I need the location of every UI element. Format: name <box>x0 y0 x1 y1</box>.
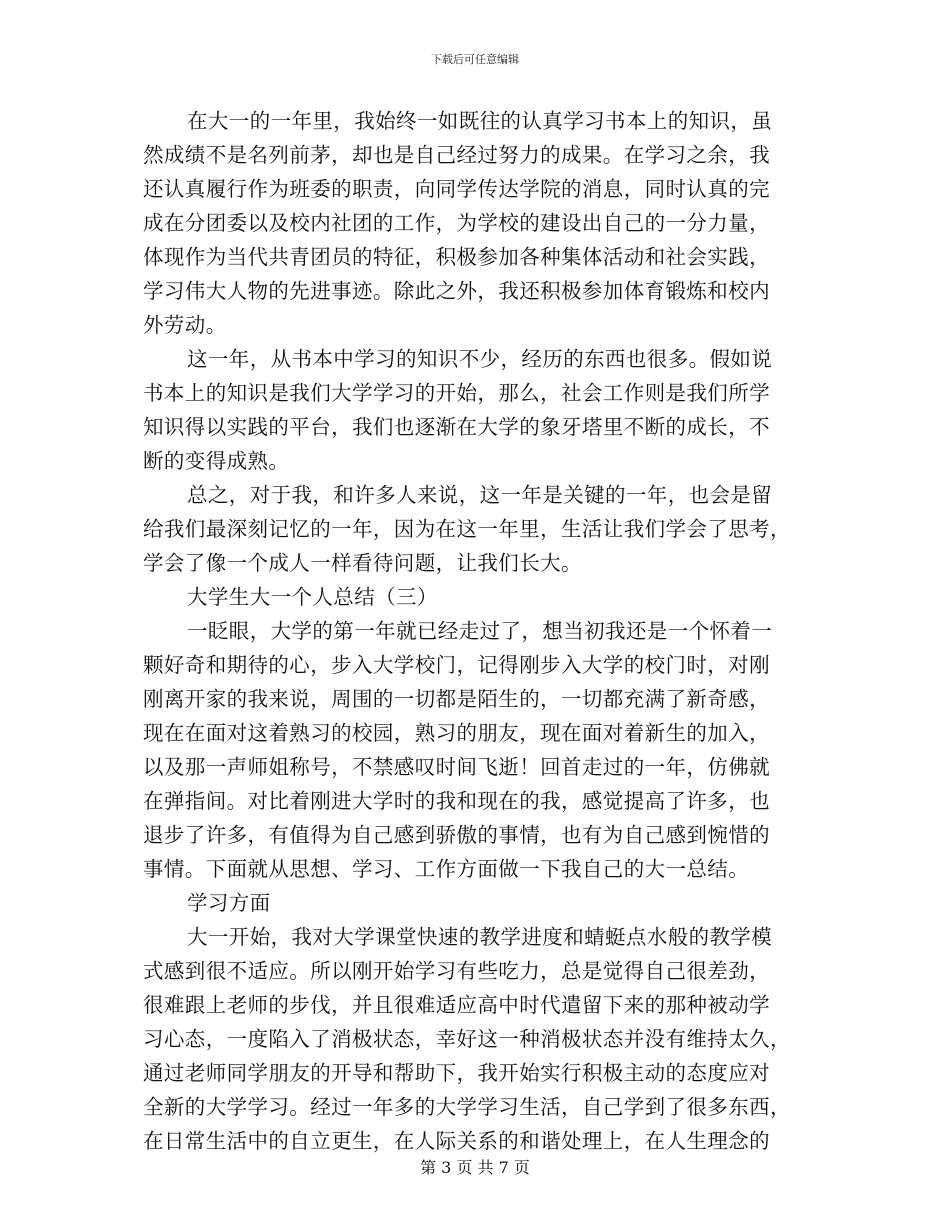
text-line: 很难跟上老师的步伐，并且很难适应高中时代遣留下来的那种被动学 <box>143 993 770 1017</box>
text-line: 成在分团委以及校内社团的工作，为学校的建设出自己的一分力量， <box>143 211 770 235</box>
text-line: 大一开始，我对大学课堂快速的教学进度和蜻蜓点水般的教学模 <box>187 925 773 949</box>
text-line: 然成绩不是名列前茅，却也是自己经过努力的成果。在学习之余，我 <box>143 143 770 167</box>
text-line: 习心态，一度陷入了消极状态，幸好这一种消极状态并没有维持太久， <box>143 1027 791 1051</box>
text-line: 以及那一声师姐称号，不禁感叹时间飞逝！回首走过的一年，仿佛就 <box>143 755 770 779</box>
section-heading: 学习方面 <box>187 891 271 915</box>
text-line: 式感到很不适应。所以刚开始学习有些吃力，总是觉得自己很差劲， <box>143 959 770 983</box>
text-line: 给我们最深刻记忆的一年，因为在这一年里，生活让我们学会了思考， <box>143 517 791 541</box>
text-line: 总之，对于我，和许多人来说，这一年是关键的一年，也会是留 <box>187 483 773 507</box>
text-line: 在大一的一年里，我始终一如既往的认真学习书本上的知识，虽 <box>187 109 773 133</box>
body-text <box>143 104 808 1158</box>
text-line: 还认真履行作为班委的职责，向同学传达学院的消息，同时认真的完 <box>143 177 770 201</box>
text-line: 现在在面对这着熟习的校园，熟习的朋友，现在面对着新生的加入， <box>143 721 770 745</box>
page-number: 第 3 页 共 7 页 <box>420 1158 530 1177</box>
text-line: 退步了许多，有值得为自己感到骄傲的事情，也有为自己感到惋惜的 <box>143 823 770 847</box>
text-line: 这一年，从书本中学习的知识不少，经历的东西也很多。假如说 <box>187 347 773 371</box>
text-line: 全新的大学学习。经过一年多的大学学习生活，自己学到了很多东西， <box>143 1095 791 1119</box>
text-line: 在日常生活中的自立更生，在人际关系的和谐处理上，在人生理念的 <box>143 1129 770 1153</box>
text-line: 事情。下面就从思想、学习、工作方面做一下我自己的大一总结。 <box>143 857 750 881</box>
text-line: 在弹指间。对比着刚进大学时的我和现在的我，感觉提高了许多，也 <box>143 789 770 813</box>
section-heading: 大学生大一个人总结（三） <box>187 585 438 609</box>
text-line: 知识得以实践的平台，我们也逐渐在大学的象牙塔里不断的成长，不 <box>143 415 770 439</box>
text-line: 断的变得成熟。 <box>143 449 290 473</box>
text-line: 一眨眼，大学的第一年就已经走过了，想当初我还是一个怀着一 <box>187 619 773 643</box>
text-line: 刚离开家的我来说，周围的一切都是陌生的，一切都充满了新奇感， <box>143 687 770 711</box>
text-line: 通过老师同学朋友的开导和帮助下，我开始实行积极主动的态度应对 <box>143 1061 770 1085</box>
text-line: 外劳动。 <box>143 313 227 337</box>
text-line: 学习伟大人物的先进事迹。除此之外，我还积极参加体育锻炼和校内 <box>143 279 770 303</box>
text-line: 颗好奇和期待的心，步入大学校门，记得刚步入大学的校门时，对刚 <box>143 653 770 677</box>
text-line: 学会了像一个成人一样看待问题，让我们长大。 <box>143 551 582 575</box>
text-line: 书本上的知识是我们大学学习的开始，那么，社会工作则是我们所学 <box>143 381 770 405</box>
text-line: 体现作为当代共青团员的特征，积极参加各种集体活动和社会实践， <box>143 245 770 269</box>
page-header: 下载后可任意编辑 <box>431 53 519 66</box>
